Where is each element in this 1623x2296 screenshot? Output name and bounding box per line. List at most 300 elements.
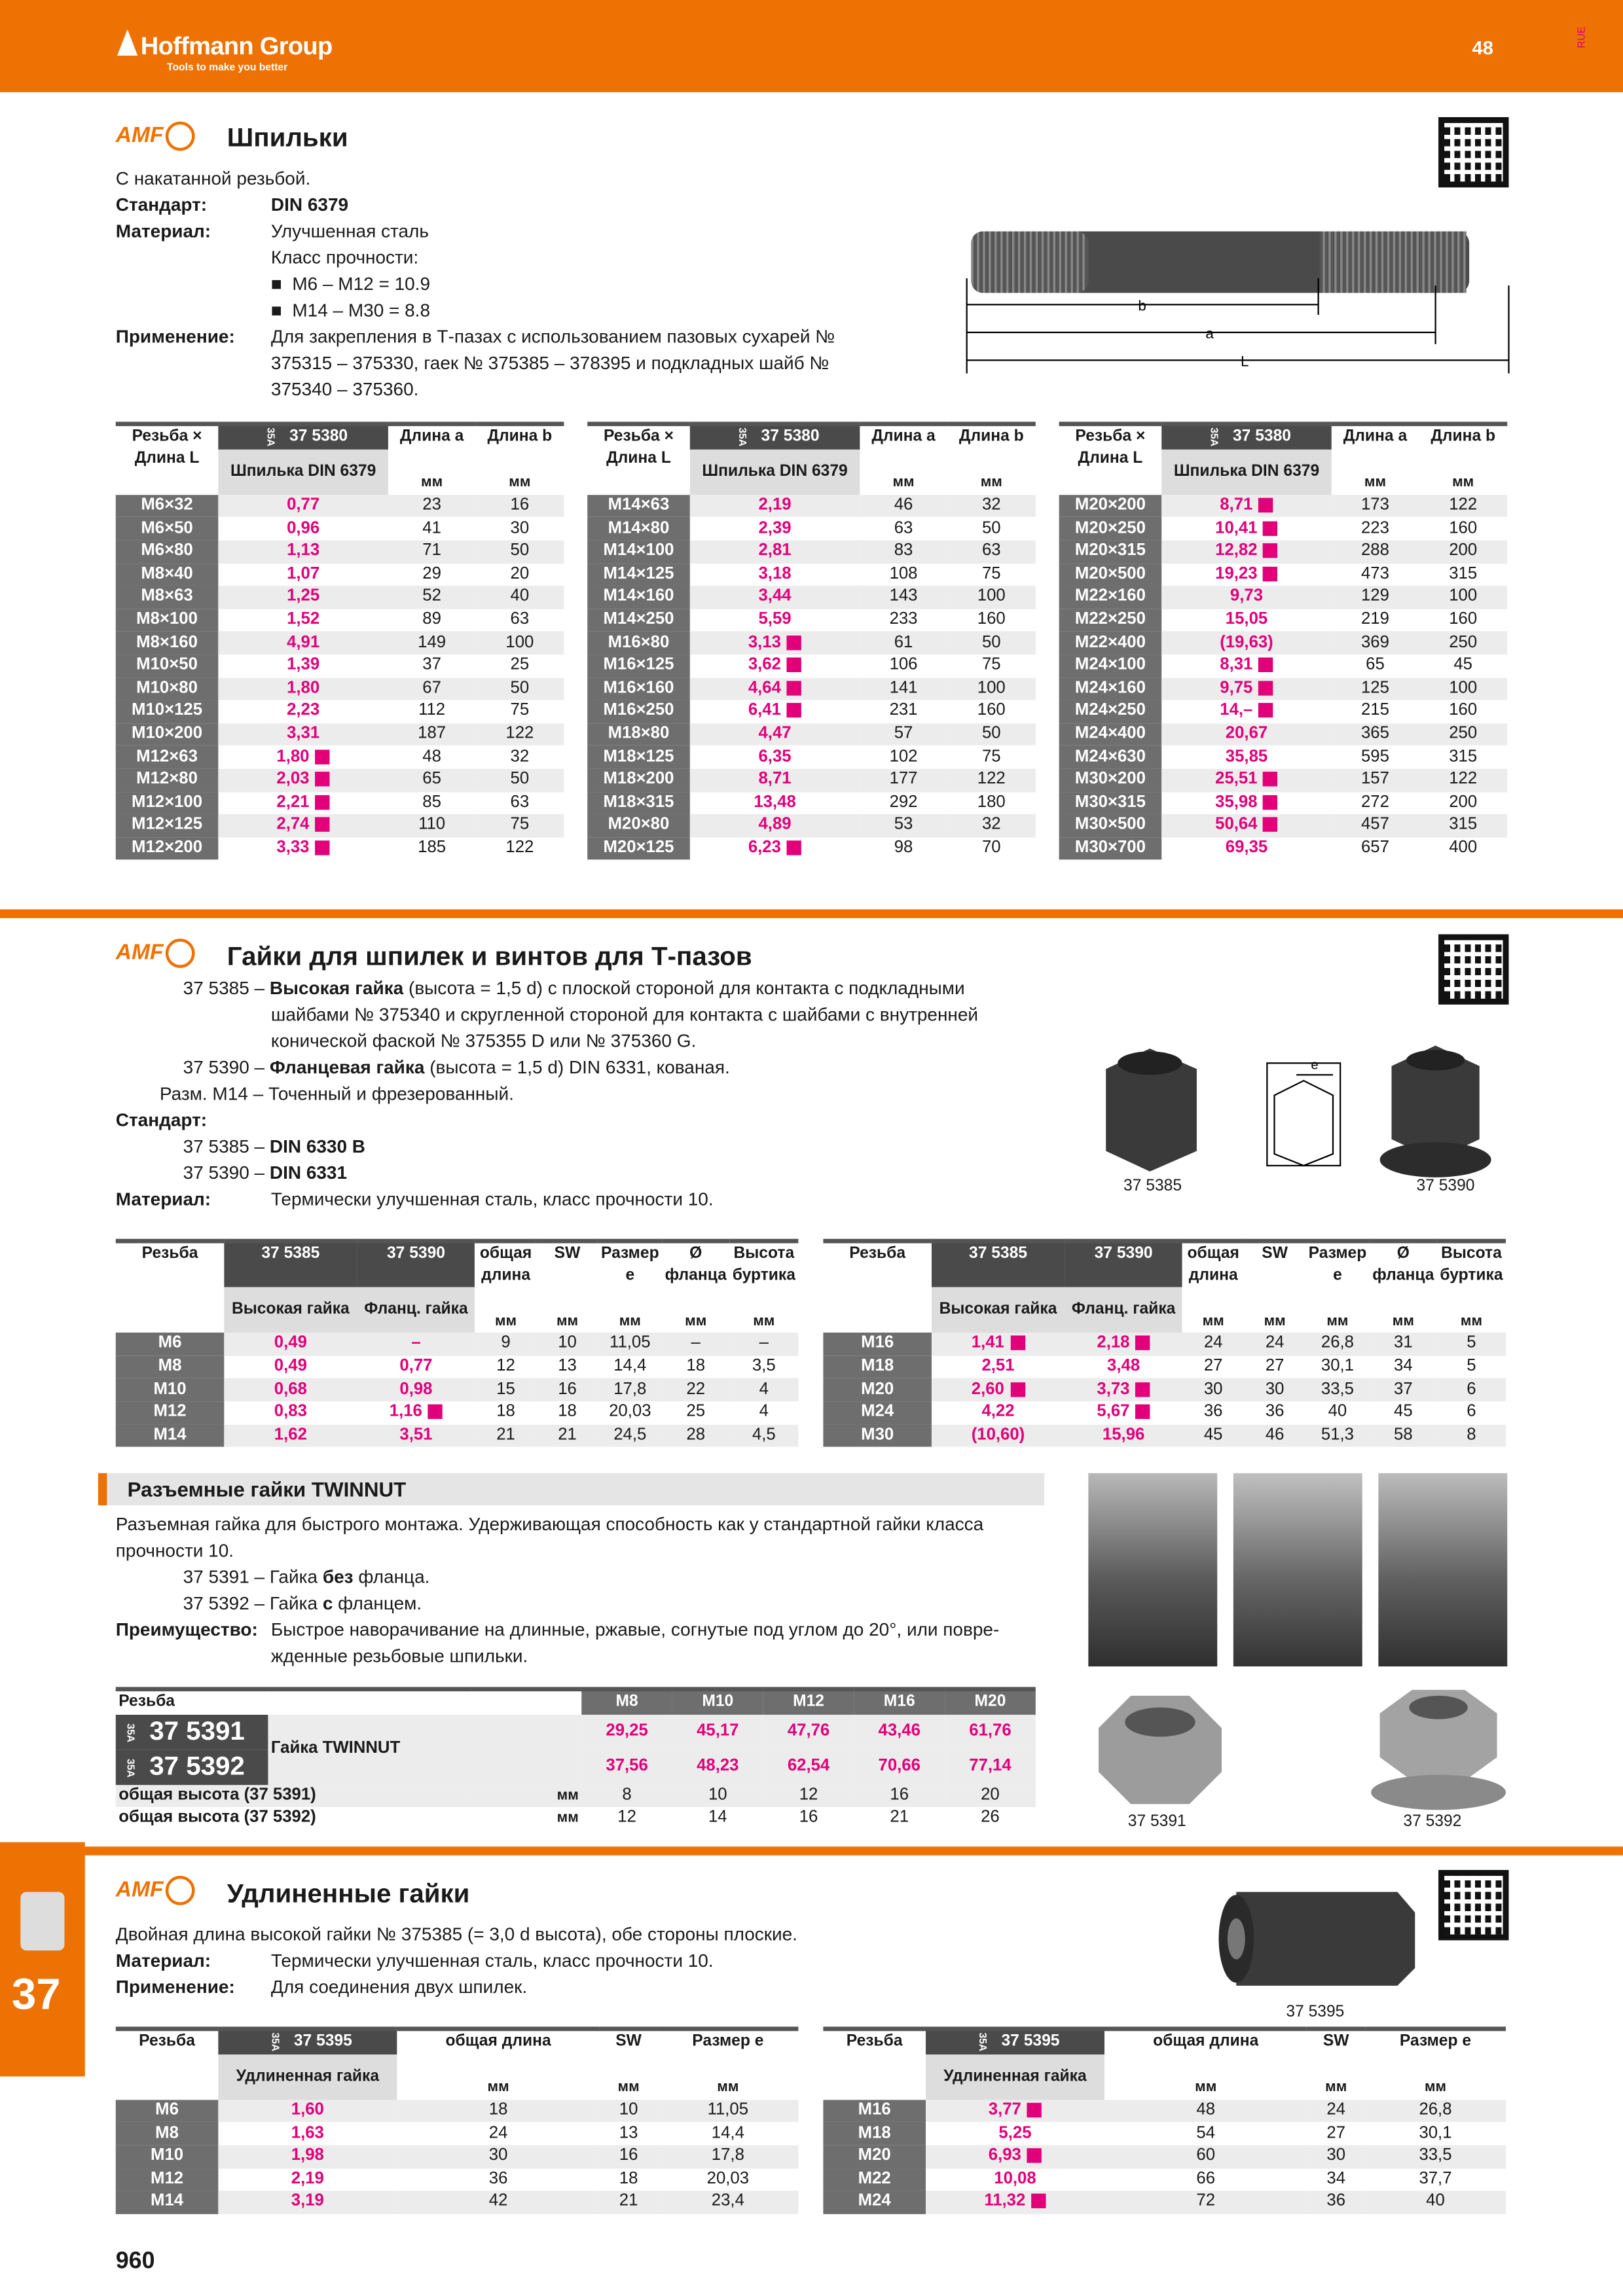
price-value: 2,74	[276, 816, 310, 834]
table-header-row	[823, 2029, 1506, 2054]
price-cell: 47,76	[763, 1714, 854, 1749]
value-cell: 58	[1370, 1424, 1437, 1447]
size-cell: М12×63	[116, 746, 219, 769]
value-cell: 30	[1244, 1378, 1305, 1401]
size-cell: М18×315	[587, 791, 690, 814]
length-a-cell: 595	[1360, 747, 1389, 766]
size-cell: М24×400	[1059, 723, 1162, 746]
value-cell: 25	[686, 1403, 706, 1421]
length-b-cell: 250	[1419, 632, 1507, 655]
price-cell	[1161, 814, 1332, 837]
price-value: 1,07	[287, 565, 320, 583]
thread-cell: М16	[823, 2100, 926, 2123]
length-b-cell: 122	[1419, 495, 1507, 518]
size-cell: М18×200	[587, 768, 690, 791]
price-cell	[357, 1401, 475, 1424]
value-cell: 30,1	[1321, 1357, 1354, 1376]
table-cell	[1437, 1287, 1506, 1310]
caption-375395: 37 5395	[1286, 2003, 1345, 2021]
value-cell: 18	[619, 2170, 638, 2188]
price-cell	[1065, 1401, 1182, 1424]
table-cell	[662, 1287, 729, 1310]
price-cell	[1161, 495, 1332, 518]
qr-code-icon[interactable]	[1438, 934, 1508, 1004]
price-cell	[690, 609, 860, 632]
nuts-illustration	[1091, 1037, 1516, 1183]
section-title-long-nuts: Удлиненные гайки	[227, 1878, 470, 1909]
length-b-cell: 160	[1449, 519, 1478, 537]
table-subheader-row	[116, 2054, 799, 2077]
price-cell	[218, 541, 388, 564]
length-b-cell: 315	[1419, 814, 1507, 837]
size-cell: М10×125	[116, 700, 219, 723]
unit-mm: мм	[1392, 1313, 1414, 1330]
twinnut-description: Разъемная гайка для быстрого монтажа. Удерживающая способность как у стандартной гайки класса прочности 10. 37 5391 – Гайка без фланца. 37 5392 – Гайка с фланцем. Преимущество: Быстрое наворачивание на длинные, ржавые, согнутые под углом до 20°, или повре- жденные резьбовые шпильки.	[115, 1514, 1000, 1667]
size-cell: М14×125	[587, 563, 690, 586]
price-value: 2,03	[276, 770, 310, 789]
table-cell	[475, 449, 564, 472]
chapter-tab	[0, 1842, 85, 2077]
size-cell: М18×125	[587, 746, 690, 769]
article-number-box	[224, 1241, 357, 1287]
table-row	[823, 1333, 1506, 1355]
stock-marker-icon	[1263, 817, 1277, 832]
price-cell	[218, 723, 388, 746]
length-b-cell: 32	[947, 814, 1036, 837]
price-value: 11,32	[984, 2193, 1026, 2211]
article-number-box	[218, 2029, 397, 2054]
value-cell: 54	[1196, 2124, 1216, 2142]
price-cell	[218, 814, 388, 837]
article-number: 37 5385	[261, 1244, 320, 1263]
table-header-row	[587, 424, 1036, 449]
table-row	[1059, 677, 1508, 700]
col-header-size: Резьба × Длина L	[587, 424, 690, 495]
unit-mm: мм	[487, 2080, 509, 2096]
col-header: Высота буртика	[1437, 1241, 1506, 1287]
price-cell	[1065, 1333, 1182, 1355]
caption-375391: 37 5391	[1127, 1812, 1186, 1831]
value-cell: 17,8	[657, 2145, 798, 2168]
article-number-box	[1161, 424, 1332, 449]
size-cell: М6×32	[116, 495, 219, 518]
price-cell: 48,23	[672, 1749, 763, 1785]
price-cell	[926, 2100, 1104, 2123]
value-cell: 10	[537, 1333, 598, 1355]
article-prefix: 35A	[1207, 427, 1218, 446]
price-value: 35,98	[1215, 793, 1258, 812]
length-a-cell: 125	[1332, 677, 1419, 700]
table-row	[116, 541, 564, 564]
table-row	[1059, 495, 1508, 518]
section-title-nuts: Гайки для шпилек и винтов для Т-пазов	[227, 941, 752, 971]
price-cell	[690, 495, 860, 518]
unit-mm: мм	[1325, 2080, 1347, 2096]
amf-logo: AMF	[116, 939, 215, 968]
subheader: Удлиненная гайка	[926, 2054, 1104, 2100]
value-cell: 37	[1370, 1378, 1437, 1401]
value-cell: 30	[1182, 1378, 1244, 1401]
size-cell: М8×40	[116, 563, 219, 586]
size-cell: М8×100	[116, 609, 219, 632]
table-cell	[1365, 2054, 1506, 2077]
stock-marker-icon	[315, 772, 329, 786]
price-cell	[926, 2168, 1104, 2191]
value-cell: 45	[1394, 1403, 1413, 1421]
stock-marker-icon	[428, 1405, 443, 1419]
table-row	[1059, 768, 1508, 791]
nuts-description: 37 5385 – Высокая гайка (высота = 1,5 d) с плоской стороной для контакта с подкладными шайбами № 375340 и скругленной стороной для контакта с шайбами с внутренней конической фаской № 375355 D или № 375360 G. 37 5390 – Фланцевая гайка (высота = 1,5 d) DIN 6331, кованая. Разм. М14 – Точенный и фрезерованный. Стандарт: 37 5385 – DIN 6330 B 37 5390 – DIN 6331 Материал: Термически улучшенная сталь, класс прочности 10.	[115, 978, 979, 1210]
subheader: Фланц. гайка	[357, 1287, 475, 1333]
table-row	[1059, 700, 1508, 723]
price-cell: 77,14	[945, 1749, 1036, 1785]
price-cell	[690, 541, 860, 564]
length-a-cell: 89	[422, 611, 441, 628]
value-cell: 4	[759, 1403, 769, 1421]
price-value: 8,31	[1220, 656, 1253, 674]
price-value: 4,47	[758, 725, 792, 743]
price-cell	[1161, 700, 1332, 723]
price-value: 2,18	[1097, 1335, 1130, 1353]
length-a-cell: 110	[388, 814, 475, 837]
col-header: общая длина	[475, 1241, 537, 1287]
price-value: 15,96	[1102, 1426, 1145, 1444]
price-cell	[224, 1333, 357, 1355]
price-value: 1,25	[287, 588, 320, 606]
unit-mm: мм	[1202, 1313, 1224, 1330]
col-header-thread: Резьба	[116, 1241, 225, 1333]
size-cell: М30×200	[1059, 768, 1162, 791]
table-row	[823, 1378, 1506, 1401]
article-number-box	[690, 424, 860, 449]
price-cell	[1065, 1378, 1182, 1401]
article-prefix: 35A	[264, 427, 275, 446]
price-cell	[690, 791, 860, 814]
length-b-cell: 32	[510, 747, 530, 766]
caption-375385: 37 5385	[1123, 1177, 1182, 1195]
studs-description: С накатанной резьбой. Стандарт: DIN 6379 Материал: Улучшенная сталь Класс прочности: ■ М6 – М12 = 10.9 ■ М14 – М30 = 8.8 Применение: Для закрепления в Т-пазах с использованием пазовых сухарей № 375315 – 375330, гаек № 375385 – 378395 и подкладных шайб № 375340 – 375360.	[115, 168, 835, 400]
length-b-cell: 75	[981, 747, 1001, 766]
price-cell: 45,17	[672, 1714, 763, 1749]
thread-cell: М24	[823, 1401, 932, 1424]
price-cell	[932, 1424, 1065, 1447]
length-b-cell: 160	[1449, 611, 1478, 628]
subheader: Удлиненная гайка	[218, 2054, 397, 2100]
price-cell	[1161, 632, 1332, 655]
article-number: 37 5390	[1094, 1244, 1153, 1263]
value-cell: 17,8	[598, 1378, 663, 1401]
value-cell: 40	[1365, 2191, 1506, 2214]
price-cell	[1161, 723, 1332, 746]
value-cell: 42	[397, 2191, 600, 2214]
length-b-cell: 100	[947, 677, 1036, 700]
length-b-cell: 160	[1449, 702, 1478, 720]
unit-mm: мм	[980, 475, 1002, 492]
size-cell: М30×315	[1059, 791, 1162, 814]
price-value: 0,68	[274, 1380, 307, 1398]
price-value: 14,–	[1220, 702, 1253, 720]
length-a-cell: 52	[388, 586, 475, 609]
value-cell: 20,03	[706, 2170, 750, 2188]
value-cell: 46	[1244, 1424, 1305, 1447]
size-cell: М14×250	[587, 609, 690, 632]
article-number: 37 5391	[149, 1716, 245, 1746]
price-cell	[224, 1355, 357, 1378]
value-cell: 6	[1437, 1378, 1506, 1401]
table-row	[1059, 632, 1508, 655]
col-header-length: общая длина	[397, 2029, 600, 2054]
length-b-cell: 122	[947, 768, 1036, 791]
length-b-cell: 32	[947, 495, 1036, 518]
table-row	[116, 2100, 799, 2123]
length-b-cell: 63	[510, 611, 530, 628]
length-a-cell: 141	[860, 677, 947, 700]
price-cell	[690, 768, 860, 791]
footer-page-number: 960	[115, 2249, 155, 2274]
size-cell: М6×80	[116, 541, 219, 564]
table-cell	[1104, 2054, 1307, 2077]
length-b-cell: 160	[977, 702, 1006, 720]
col-header-length-b: Длина b	[475, 424, 564, 449]
col-header-thread: Резьба	[823, 2029, 926, 2100]
unit-mm: мм	[617, 2080, 640, 2096]
section-divider	[0, 909, 1623, 918]
price-cell	[690, 563, 860, 586]
table-cell	[1419, 449, 1507, 472]
size-header: М12	[763, 1689, 854, 1714]
price-value: 0,49	[274, 1335, 307, 1353]
size-header: М8	[581, 1689, 672, 1714]
length-b-cell: 70	[981, 838, 1001, 857]
length-b-cell: 122	[475, 723, 564, 746]
price-value: (19,63)	[1220, 633, 1273, 651]
table-header-row	[1059, 424, 1508, 449]
price-value: 6,23	[748, 838, 781, 857]
page-header	[0, 0, 1623, 92]
price-value: 1,98	[291, 2147, 324, 2165]
length-a-cell: 98	[894, 838, 913, 857]
subheader: Фланц. гайка	[1065, 1287, 1182, 1333]
value-cell: 33,5	[1305, 1378, 1370, 1401]
size-cell: М24×100	[1059, 655, 1162, 677]
unit-mm: мм	[1264, 1313, 1286, 1330]
twinnut-product-images	[1087, 1684, 1512, 1816]
price-cell	[357, 1355, 475, 1378]
price-cell	[357, 1333, 475, 1355]
length-a-cell: 23	[388, 495, 475, 518]
length-a-cell: 37	[422, 656, 441, 674]
table-row	[116, 2168, 799, 2191]
table-cell	[598, 1287, 663, 1310]
table-row	[823, 2168, 1506, 2191]
unit-mm: мм	[1195, 2080, 1217, 2096]
col-header-thread: Резьба	[823, 1241, 932, 1333]
unit-mm: мм	[1424, 2080, 1447, 2096]
price-cell	[932, 1333, 1065, 1355]
length-b-cell: 315	[1449, 747, 1478, 766]
price-cell	[690, 746, 860, 769]
article-number: 37 5395	[1001, 2032, 1060, 2051]
size-cell: М14×160	[587, 586, 690, 609]
value-cell: 21	[600, 2191, 657, 2214]
length-b-cell: 25	[510, 656, 530, 674]
size-cell: М18×80	[587, 723, 690, 746]
price-cell	[926, 2191, 1104, 2214]
table-row	[116, 768, 564, 791]
length-b-cell: 75	[981, 565, 1001, 583]
table-row	[116, 1714, 1036, 1749]
value-cell: 10	[600, 2100, 657, 2123]
table-row	[116, 586, 564, 609]
col-header-length-a: Длина a	[860, 424, 947, 449]
table-row	[823, 1424, 1506, 1447]
size-cell: М12×200	[116, 837, 219, 860]
size-cell: М30×700	[1059, 837, 1162, 860]
price-cell	[218, 609, 388, 632]
unit-mm: мм	[717, 2080, 739, 2096]
col-header: SW	[537, 1241, 598, 1287]
price-cell	[218, 768, 388, 791]
article-number-box	[932, 1241, 1065, 1287]
table-row	[823, 1355, 1506, 1378]
length-b-cell: 180	[977, 793, 1006, 812]
table-row	[116, 2145, 799, 2168]
size-cell: М12×80	[116, 768, 219, 791]
unit-mm: мм	[509, 475, 531, 492]
value-cell: –	[729, 1333, 798, 1355]
stock-marker-icon	[1258, 681, 1273, 695]
price-value: 5,59	[758, 611, 792, 628]
value-cell: 36	[488, 2170, 508, 2188]
stock-marker-icon	[787, 658, 801, 672]
table-header-row	[116, 1689, 1036, 1714]
table-cell	[1307, 2054, 1364, 2077]
price-value: 1,62	[274, 1426, 307, 1444]
table-row	[116, 563, 564, 586]
table-row	[823, 2100, 1506, 2123]
table-row	[116, 2123, 799, 2145]
length-a-cell: 365	[1332, 723, 1419, 746]
price-value: 6,35	[758, 747, 792, 766]
table-row	[587, 837, 1036, 860]
article-number: 37 5380	[761, 427, 820, 446]
length-a-cell: 143	[860, 586, 947, 609]
article-prefix: 35A	[124, 1758, 135, 1778]
table-row	[587, 495, 1036, 518]
value-cell: 14,4	[613, 1357, 647, 1376]
size-cell: М24×250	[1059, 700, 1162, 723]
value-cell: 48	[1104, 2100, 1307, 2123]
value-cell: 28	[662, 1424, 729, 1447]
value-cell: 30	[1307, 2145, 1364, 2168]
table-row	[1059, 814, 1508, 837]
price-value: 4,64	[748, 679, 781, 697]
table-row	[116, 1333, 799, 1355]
length-b-cell: 20	[510, 565, 530, 583]
value-cell: 20,03	[609, 1403, 651, 1421]
table-cell	[947, 449, 1036, 472]
length-a-cell: 41	[422, 519, 441, 537]
unit-mm: мм	[1326, 1313, 1349, 1330]
table-row	[116, 1807, 1036, 1830]
price-value: 0,98	[399, 1380, 433, 1398]
length-b-cell: 50	[947, 723, 1036, 746]
table-row	[587, 723, 1036, 746]
price-value: 3,73	[1097, 1380, 1130, 1398]
thread-cell: М8	[116, 2123, 219, 2145]
nuts-table-1	[116, 1239, 799, 1447]
length-a-cell: 369	[1332, 632, 1419, 655]
col-header: общая длина	[1182, 1241, 1244, 1287]
article-number: 37 5380	[1232, 427, 1291, 446]
length-a-cell: 65	[1366, 656, 1385, 674]
hoffmann-logo-icon	[117, 29, 137, 56]
value-cell: 66	[1196, 2170, 1216, 2188]
value-cell: 5	[1467, 1357, 1476, 1376]
size-cell: М20×200	[1059, 495, 1162, 518]
col-header-length-b: Длина b	[1419, 424, 1507, 449]
long-nuts-description: Двойная длина высокой гайки № 375385 (= 3,0 d высота), обе стороны плоские. Материал: Термически улучшенная сталь, класс прочности 10. Применение: Для соединения двух шпилек.	[115, 1924, 797, 1998]
table-row	[116, 632, 564, 655]
price-value: 25,51	[1215, 770, 1258, 789]
size-header: М16	[854, 1689, 945, 1714]
price-cell	[690, 723, 860, 746]
value-cell: 27	[1203, 1357, 1223, 1376]
value-cell: 34	[1394, 1357, 1413, 1376]
length-a-cell: 57	[860, 723, 947, 746]
subheader-stud: Шпилька DIN 6379	[1161, 449, 1332, 495]
length-a-cell: 71	[388, 541, 475, 564]
size-cell: М16×160	[587, 677, 690, 700]
price-cell	[218, 2100, 397, 2123]
qr-code-icon[interactable]	[1438, 1870, 1508, 1940]
subheader-stud: Шпилька DIN 6379	[690, 449, 860, 495]
table-row	[1059, 518, 1508, 541]
price-cell	[1161, 563, 1332, 586]
thread-cell: М22	[823, 2168, 926, 2191]
col-header-size: Резьба × Длина L	[116, 424, 219, 495]
size-cell: М16×125	[587, 655, 690, 677]
price-cell	[218, 518, 388, 541]
size-cell: М10×80	[116, 677, 219, 700]
price-value: 8,71	[758, 770, 792, 789]
price-cell	[932, 1355, 1065, 1378]
length-a-cell: 233	[889, 611, 918, 628]
thread-cell: М14	[116, 2191, 219, 2214]
stock-marker-icon	[1258, 658, 1273, 672]
length-a-cell: 61	[860, 632, 947, 655]
length-a-cell: 149	[388, 632, 475, 655]
col-header-length-a: Длина a	[388, 424, 475, 449]
price-value: 1,13	[287, 542, 320, 560]
table-row	[587, 814, 1036, 837]
col-header-sw: SW	[600, 2029, 657, 2054]
table-cell	[600, 2054, 657, 2077]
col-header-e: Размер e	[657, 2029, 798, 2054]
unit-mm: мм	[753, 1313, 775, 1330]
table-row	[1059, 655, 1508, 677]
length-a-cell: 219	[1360, 611, 1389, 628]
length-a-cell: 457	[1332, 814, 1419, 837]
col-header: Размер e	[598, 1241, 663, 1287]
price-cell	[218, 2168, 397, 2191]
stock-marker-icon	[1263, 795, 1277, 809]
price-value: 3,62	[748, 656, 781, 674]
col-header-length-a: Длина a	[1332, 424, 1419, 449]
price-value: 3,13	[748, 633, 781, 651]
qr-code-icon[interactable]	[1438, 117, 1508, 187]
size-cell: М8×63	[116, 586, 219, 609]
